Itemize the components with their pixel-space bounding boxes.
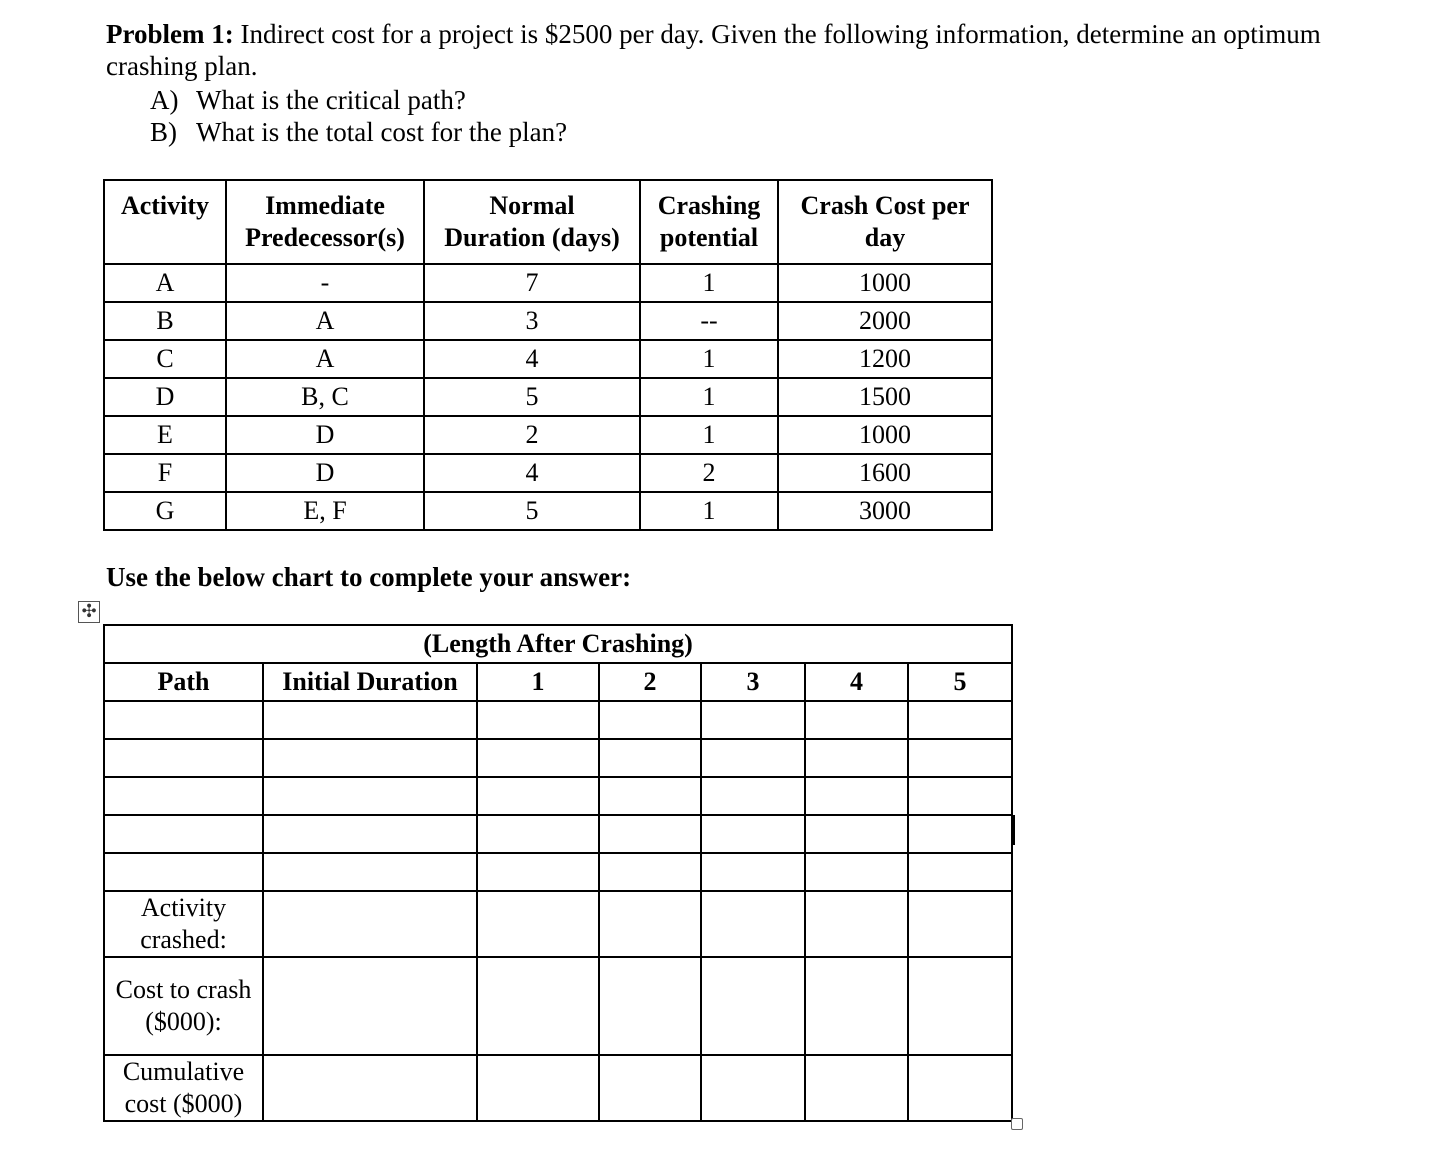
cell-blank[interactable] — [908, 957, 1012, 1055]
cell-crash: -- — [640, 302, 778, 340]
cell-blank[interactable] — [599, 853, 701, 891]
cell-activity: E — [104, 416, 226, 454]
cumulative-cost-row[interactable] — [104, 1055, 1012, 1121]
header-predecessors: Immediate Predecessor(s) — [226, 180, 424, 264]
cell-blank[interactable] — [104, 739, 263, 777]
question-a-text: What is the critical path? — [196, 85, 466, 115]
cell-blank[interactable] — [701, 1055, 805, 1121]
cell-cost: 1500 — [778, 378, 992, 416]
cell-predecessor: A — [226, 340, 424, 378]
table-row — [104, 340, 992, 378]
header-path: Path — [104, 663, 263, 701]
activity-table-header — [104, 180, 992, 264]
header-crash-cost: Crash Cost per day — [778, 180, 992, 264]
cell-blank[interactable] — [701, 701, 805, 739]
problem-title: Problem 1: — [106, 19, 234, 49]
question-b — [150, 116, 567, 148]
cell-blank[interactable] — [701, 891, 805, 957]
cell-cost: 1000 — [778, 264, 992, 302]
cell-crash: 1 — [640, 492, 778, 530]
table-row — [104, 378, 992, 416]
cell-activity: F — [104, 454, 226, 492]
question-b-label: B) — [150, 117, 177, 147]
chart-super-header: (Length After Crashing) — [104, 625, 1012, 663]
cell-blank[interactable] — [701, 777, 805, 815]
cell-blank[interactable] — [908, 853, 1012, 891]
cell-blank[interactable] — [599, 815, 701, 853]
header-crash-5: 5 — [908, 663, 1012, 701]
cell-blank[interactable] — [104, 777, 263, 815]
cell-blank[interactable] — [908, 701, 1012, 739]
table-row[interactable] — [104, 853, 1012, 891]
cell-blank[interactable] — [104, 853, 263, 891]
header-activity: Activity — [104, 180, 226, 264]
cell-cost: 3000 — [778, 492, 992, 530]
cell-blank[interactable] — [701, 815, 805, 853]
chart-caption: Use the below chart to complete your answer: — [106, 562, 632, 592]
cell-predecessor: B, C — [226, 378, 424, 416]
cost-to-crash-label: Cost to crash ($000): — [104, 957, 263, 1055]
resize-handle-icon[interactable] — [1011, 1118, 1023, 1130]
table-row[interactable] — [104, 815, 1012, 853]
activity-table — [103, 179, 993, 531]
header-crash-4: 4 — [805, 663, 908, 701]
cost-to-crash-row[interactable] — [104, 957, 1012, 1055]
header-duration: Normal Duration (days) — [424, 180, 640, 264]
table-row — [104, 492, 992, 530]
cell-blank[interactable] — [805, 891, 908, 957]
problem-statement — [106, 18, 1336, 82]
cell-blank[interactable] — [908, 1055, 1012, 1121]
cell-blank[interactable] — [599, 891, 701, 957]
cell-activity: G — [104, 492, 226, 530]
header-crashing-potential: Crashing potential — [640, 180, 778, 264]
cell-blank[interactable] — [805, 701, 908, 739]
cell-blank[interactable] — [599, 1055, 701, 1121]
cell-blank[interactable] — [908, 815, 1012, 853]
cell-blank[interactable] — [599, 701, 701, 739]
cell-blank[interactable] — [701, 853, 805, 891]
activity-crashed-label: Activity crashed: — [104, 891, 263, 957]
cell-blank[interactable] — [701, 739, 805, 777]
cell-blank[interactable] — [263, 739, 477, 777]
header-crash-2: 2 — [599, 663, 701, 701]
cell-blank[interactable] — [263, 957, 477, 1055]
cell-duration: 4 — [424, 454, 640, 492]
cell-blank[interactable] — [263, 1055, 477, 1121]
cell-blank[interactable] — [477, 891, 599, 957]
question-a — [150, 84, 466, 116]
chart-super-header-row — [104, 625, 1012, 663]
cell-cost: 1000 — [778, 416, 992, 454]
cumulative-cost-label: Cumulative cost ($000) — [104, 1055, 263, 1121]
cell-crash: 1 — [640, 340, 778, 378]
cell-activity: A — [104, 264, 226, 302]
cell-blank[interactable] — [263, 815, 477, 853]
cell-cost: 1600 — [778, 454, 992, 492]
cell-blank[interactable] — [263, 853, 477, 891]
cell-predecessor: D — [226, 416, 424, 454]
cell-cost: 1200 — [778, 340, 992, 378]
move-handle-icon[interactable]: ✣ — [78, 601, 100, 623]
cell-blank[interactable] — [908, 739, 1012, 777]
question-a-label: A) — [150, 85, 179, 115]
cell-crash: 1 — [640, 264, 778, 302]
table-row — [104, 416, 992, 454]
cell-crash: 1 — [640, 416, 778, 454]
cell-duration: 7 — [424, 264, 640, 302]
cell-activity: D — [104, 378, 226, 416]
header-crash-3: 3 — [701, 663, 805, 701]
crashing-chart-table[interactable] — [103, 624, 1013, 1122]
cell-blank[interactable] — [263, 891, 477, 957]
cell-blank[interactable] — [104, 815, 263, 853]
cell-blank[interactable] — [805, 739, 908, 777]
cell-predecessor: A — [226, 302, 424, 340]
cell-blank[interactable] — [263, 777, 477, 815]
table-row[interactable] — [104, 777, 1012, 815]
cell-cost: 2000 — [778, 302, 992, 340]
cell-duration: 4 — [424, 340, 640, 378]
cell-predecessor: - — [226, 264, 424, 302]
cell-crash: 1 — [640, 378, 778, 416]
cell-blank[interactable] — [805, 1055, 908, 1121]
chart-header-row — [104, 663, 1012, 701]
table-row — [104, 264, 992, 302]
cell-blank[interactable] — [599, 739, 701, 777]
cell-duration: 5 — [424, 492, 640, 530]
cell-blank[interactable] — [104, 701, 263, 739]
cell-predecessor: D — [226, 454, 424, 492]
cell-blank[interactable] — [701, 957, 805, 1055]
cell-blank[interactable] — [477, 1055, 599, 1121]
cell-blank[interactable] — [805, 957, 908, 1055]
cell-blank[interactable] — [477, 815, 599, 853]
cell-duration: 3 — [424, 302, 640, 340]
header-crash-1: 1 — [477, 663, 599, 701]
table-row — [104, 454, 992, 492]
cell-blank[interactable] — [805, 815, 908, 853]
header-initial-duration: Initial Duration — [263, 663, 477, 701]
cell-blank[interactable] — [805, 853, 908, 891]
cell-blank[interactable] — [599, 957, 701, 1055]
cell-blank[interactable] — [599, 777, 701, 815]
cell-activity: C — [104, 340, 226, 378]
cell-crash: 2 — [640, 454, 778, 492]
cell-duration: 2 — [424, 416, 640, 454]
table-row[interactable] — [104, 739, 1012, 777]
cell-blank[interactable] — [908, 891, 1012, 957]
activity-crashed-row[interactable] — [104, 891, 1012, 957]
table-row[interactable] — [104, 701, 1012, 739]
cell-duration: 5 — [424, 378, 640, 416]
cell-blank[interactable] — [477, 739, 599, 777]
cell-activity: B — [104, 302, 226, 340]
cell-blank[interactable] — [477, 957, 599, 1055]
cell-blank[interactable] — [477, 777, 599, 815]
cell-predecessor: E, F — [226, 492, 424, 530]
question-b-text: What is the total cost for the plan? — [196, 117, 568, 147]
cell-blank[interactable] — [477, 701, 599, 739]
text-cursor — [1012, 815, 1015, 845]
cell-blank[interactable] — [908, 777, 1012, 815]
cell-blank[interactable] — [805, 777, 908, 815]
cell-blank[interactable] — [263, 701, 477, 739]
cell-blank[interactable] — [477, 853, 599, 891]
table-row — [104, 302, 992, 340]
problem-text: Indirect cost for a project is $2500 per day. Given the following information, determine an optimum crashing plan. — [106, 19, 1321, 81]
